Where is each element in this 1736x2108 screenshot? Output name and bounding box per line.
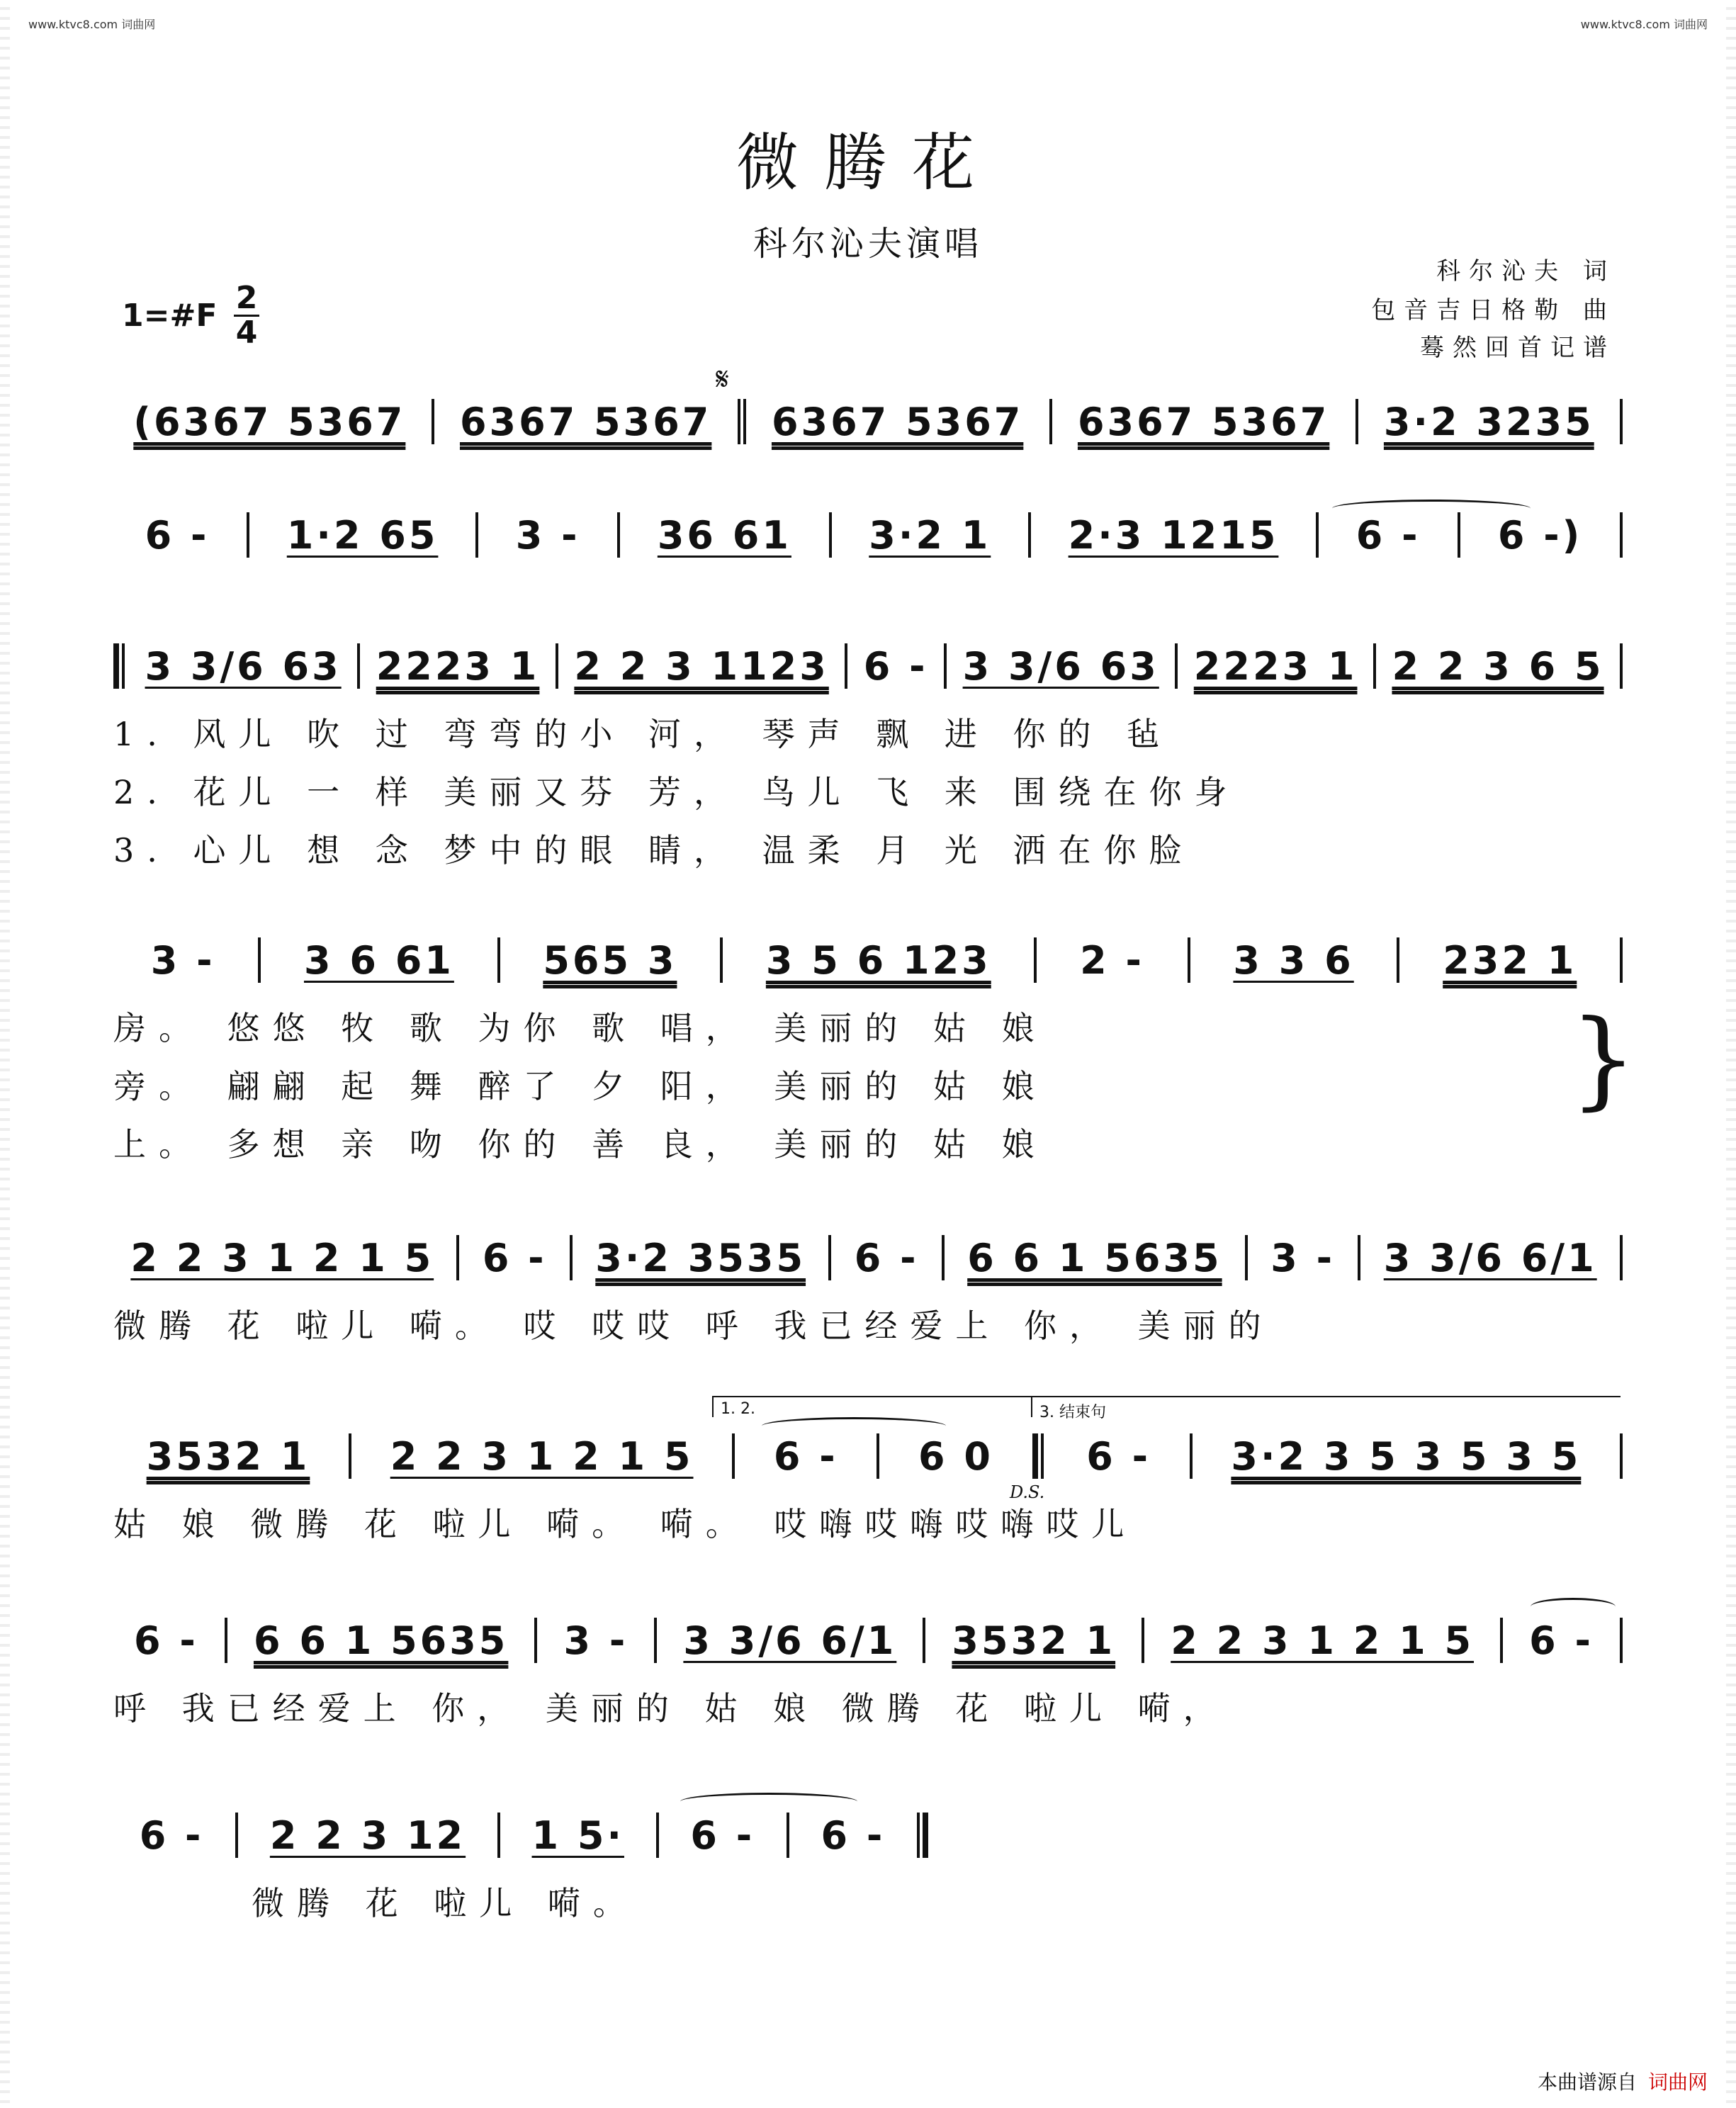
barline	[225, 1618, 227, 1663]
lyric-verse-2-a: 2. 花儿 一 样 美丽又芬 芳， 鸟儿 飞 来 围绕在你身	[113, 773, 1240, 811]
segno-barline	[738, 399, 746, 444]
barline	[656, 1813, 659, 1858]
staff-line-1	[113, 397, 1623, 446]
right-border-strip	[1726, 0, 1736, 2108]
measure: 3·2 3 5 3 5 3 5	[1231, 1433, 1582, 1479]
verse-brace: }	[1569, 998, 1638, 1121]
lyric-chorus-a: 微腾 花 啦儿 嗬。 哎 哎哎 呼 我已经爱上 你， 美丽的	[113, 1307, 1274, 1345]
barline	[570, 1235, 573, 1280]
barline	[942, 1235, 945, 1280]
measure: 6 -	[145, 512, 210, 558]
barline	[1355, 399, 1358, 444]
barline	[1358, 1235, 1360, 1280]
measure: 3·2 3535	[595, 1235, 806, 1280]
barline	[1316, 512, 1319, 558]
measure: 3 -	[515, 512, 580, 558]
barline	[1175, 643, 1178, 689]
barline	[1034, 937, 1037, 983]
measure: 3 3 6	[1233, 937, 1354, 983]
measure: 6 6 1 5635	[967, 1235, 1222, 1280]
barline	[732, 1433, 735, 1479]
measure: 3·2 1	[869, 512, 991, 558]
measure: 3 -	[150, 937, 215, 983]
staff-line-5	[113, 1233, 1623, 1283]
staff-line-8	[113, 1810, 928, 1860]
barline	[497, 937, 500, 983]
barline	[1245, 1235, 1248, 1280]
measure: 2 -	[1080, 937, 1144, 983]
barline	[1142, 1618, 1144, 1663]
staff-line-7	[113, 1616, 1623, 1665]
measure: 6 0	[918, 1433, 993, 1479]
barline	[1620, 1618, 1623, 1663]
barline	[720, 937, 723, 983]
barline	[1188, 937, 1190, 983]
barline	[432, 399, 434, 444]
tie-arc	[1531, 1598, 1616, 1616]
lyric-ending: 微腾 花 啦儿 嗬。	[252, 1884, 638, 1922]
barline	[1049, 399, 1052, 444]
lyric-chorus-b: 姑 娘 微腾 花 啦儿 嗬。 嗬。 哎嗨哎嗨哎嗨哎儿	[113, 1505, 1137, 1543]
lyric-verse-1-b: 房。 悠悠 牧 歌 为你 歌 唱， 美丽的 姑 娘	[113, 1009, 1047, 1047]
measure: 6 -	[1086, 1433, 1151, 1479]
measure: 3 -	[1270, 1235, 1336, 1280]
barline	[654, 1618, 657, 1663]
transcriber-credit: 蓦然回首记谱	[1420, 334, 1616, 362]
measure: 6 -	[773, 1433, 838, 1479]
lyric-verse-3-a: 3. 心儿 想 念 梦中的眼 睛， 温柔 月 光 洒在你脸	[113, 831, 1195, 869]
barline	[1028, 512, 1031, 558]
measure: 3 3/6 63	[962, 643, 1159, 689]
lyric-verse-3-b: 上。 多想 亲 吻 你的 善 良， 美丽的 姑 娘	[113, 1125, 1047, 1163]
measure: 6 6 1 5635	[253, 1618, 509, 1663]
repeat-end-barline	[1032, 1433, 1048, 1479]
barline	[1620, 937, 1623, 983]
measure: 2 2 3 12	[269, 1813, 466, 1858]
measure: 6 -	[139, 1813, 204, 1858]
barline	[456, 1235, 459, 1280]
barline	[1620, 512, 1623, 558]
measure: 6367 5367	[1077, 399, 1330, 444]
time-signature	[234, 282, 259, 349]
staff-line-6	[113, 1431, 1623, 1481]
key-signature: 1=#F	[122, 298, 218, 334]
barline	[1373, 643, 1376, 689]
measure: 3 3/6 6/1	[1383, 1235, 1597, 1280]
composer-credit: 包音吉日格勒 曲	[1371, 296, 1616, 325]
barline	[845, 643, 847, 689]
lyricist-credit: 科尔沁夫 词	[1436, 257, 1616, 286]
lyric-verse-1-a: 1. 风儿 吹 过 弯弯的小 河， 琴声 飘 进 你的 毡	[113, 715, 1173, 753]
footer-site-link[interactable]: 词曲网	[1647, 2070, 1708, 2094]
measure: 2 2 3 1123	[574, 643, 829, 689]
barline	[497, 1813, 500, 1858]
barline	[1500, 1618, 1503, 1663]
barline	[1190, 1433, 1193, 1479]
measure: 2223 1	[376, 643, 540, 689]
measure: 3532 1	[952, 1618, 1116, 1663]
volta-1-2: 1. 2.	[712, 1396, 1032, 1417]
left-border-strip	[0, 0, 10, 2108]
lyric-verse-2-b: 旁。 翩翩 起 舞 醉了 夕 阳， 美丽的 姑 娘	[113, 1067, 1047, 1105]
barline	[828, 1235, 831, 1280]
final-barline	[917, 1813, 928, 1858]
measure: 2 2 3 6 5	[1392, 643, 1604, 689]
volta-3-ending: 3. 结束句	[1031, 1396, 1621, 1417]
footer-source-label: 本曲谱源自	[1537, 2070, 1637, 2094]
measure: 6 -	[690, 1813, 755, 1858]
measure: 6 -	[863, 643, 928, 689]
song-subtitle: 科尔沁夫演唱	[753, 224, 983, 264]
measure: 3·2 3235	[1383, 399, 1594, 444]
barline	[534, 1618, 537, 1663]
measure: 2·3 1215	[1068, 512, 1279, 558]
measure: 2 2 3 1 2 1 5	[130, 1235, 434, 1280]
barline	[923, 1618, 925, 1663]
barline	[877, 1433, 879, 1479]
repeat-start-barline	[113, 643, 129, 689]
measure: 36 61	[657, 512, 791, 558]
tie-arc	[1332, 500, 1531, 517]
measure: 2223 1	[1193, 643, 1358, 689]
barline	[357, 643, 360, 689]
measure: 2 2 3 1 2 1 5	[390, 1433, 694, 1479]
staff-line-4	[113, 935, 1623, 985]
barline	[475, 512, 478, 558]
measure: 6 -)	[1497, 512, 1583, 558]
measure: 6 -	[854, 1235, 919, 1280]
measure: 6367 5367	[771, 399, 1024, 444]
measure: 6367 5367	[459, 399, 712, 444]
segno-sign: 𝄋	[716, 361, 729, 398]
measure: 1·2 65	[286, 512, 439, 558]
watermark-top-left: www.ktvc8.com 词曲网	[28, 18, 156, 31]
ds-marking: D.S.	[1010, 1482, 1045, 1502]
measure: 6 -	[482, 1235, 547, 1280]
watermark-top-right: www.ktvc8.com 词曲网	[1580, 18, 1708, 31]
measure: 6 -	[1529, 1618, 1594, 1663]
measure: (6367 5367	[133, 399, 406, 444]
meter-top: 2	[235, 280, 258, 316]
barline	[1620, 643, 1623, 689]
measure: 6 -	[134, 1618, 198, 1663]
barline	[1620, 1433, 1623, 1479]
barline	[829, 512, 832, 558]
barline	[1620, 1235, 1623, 1280]
barline	[247, 512, 249, 558]
meter-bottom: 4	[235, 315, 258, 351]
barline	[556, 643, 558, 689]
measure: 3 5 6 123	[765, 937, 991, 983]
barline	[235, 1813, 238, 1858]
measure: 3 -	[563, 1618, 629, 1663]
measure: 3532 1	[146, 1433, 310, 1479]
lyric-chorus-c: 呼 我已经爱上 你， 美丽的 姑 娘 微腾 花 啦儿 嗬，	[113, 1689, 1229, 1727]
barline	[944, 643, 947, 689]
tie-arc	[762, 1417, 946, 1435]
barline	[787, 1813, 789, 1858]
barline	[349, 1433, 351, 1479]
measure: 232 1	[1443, 937, 1577, 983]
tie-arc	[680, 1793, 857, 1810]
barline	[258, 937, 261, 983]
barline	[1397, 937, 1399, 983]
measure: 6 -	[1355, 512, 1421, 558]
measure: 3 6 61	[303, 937, 454, 983]
barline	[1458, 512, 1460, 558]
measure: 3 3/6 63	[145, 643, 342, 689]
footer-source	[1538, 2067, 1708, 2095]
measure: 1 5·	[531, 1813, 624, 1858]
staff-line-3	[113, 641, 1623, 691]
barline	[1620, 399, 1623, 444]
barline	[617, 512, 620, 558]
staff-line-2	[113, 510, 1623, 560]
measure: 6 -	[821, 1813, 886, 1858]
song-title: 微腾花	[735, 126, 1000, 199]
measure: 565 3	[543, 937, 677, 983]
measure: 3 3/6 6/1	[683, 1618, 897, 1663]
measure: 2 2 3 1 2 1 5	[1171, 1618, 1475, 1663]
